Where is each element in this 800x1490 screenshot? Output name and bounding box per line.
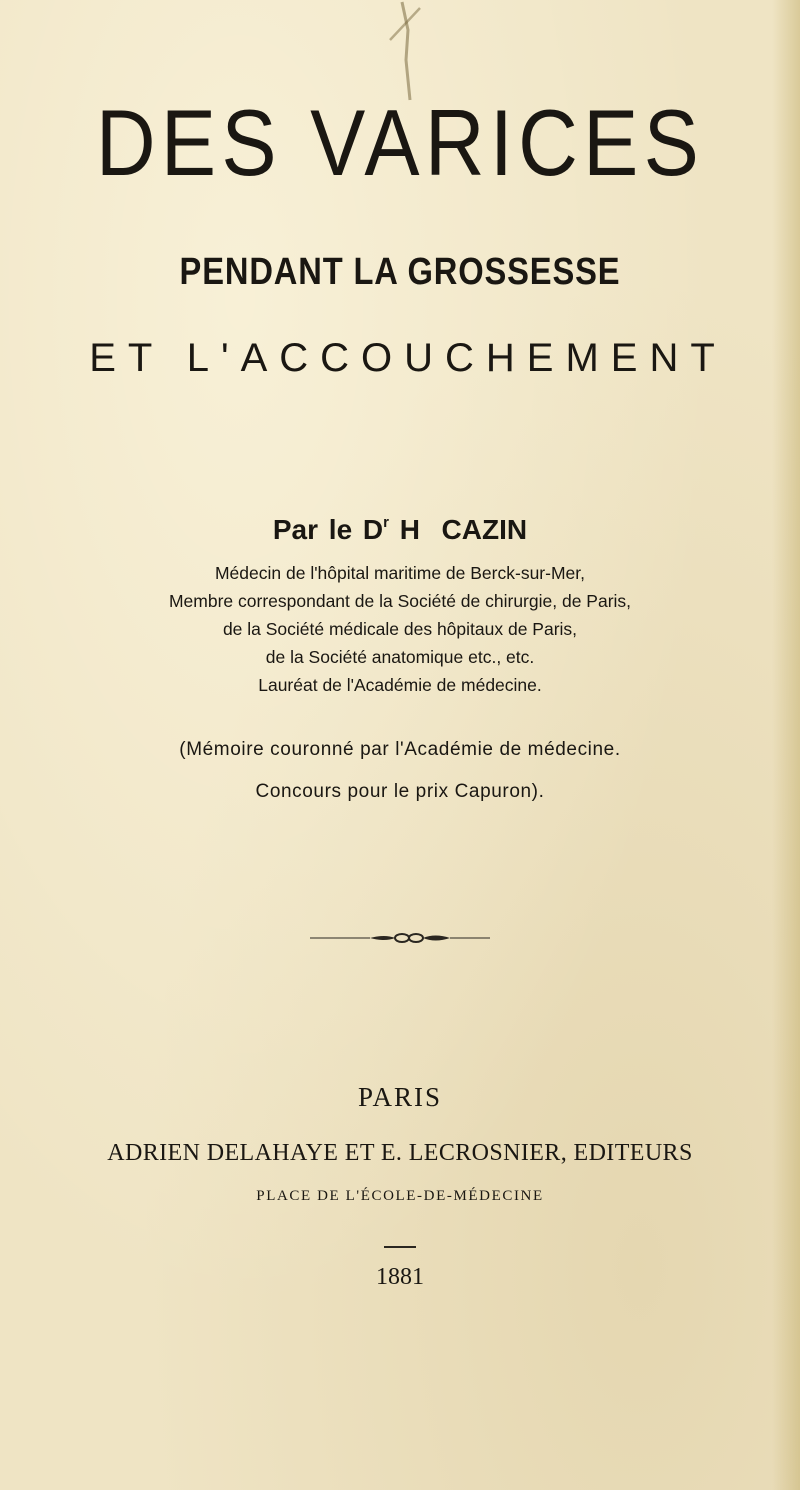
title-line-2: PENDANT LA GROSSESSE — [179, 251, 621, 293]
credential-line-4: de la Société anatomique etc., etc. — [265, 647, 535, 667]
imprint-city: PARIS — [357, 1082, 443, 1112]
imprint-publisher: ADRIEN DELAHAYE ET E. LECROSNIER, EDITEURS — [107, 1140, 693, 1166]
credential-line-2: Membre correspondant de la Société de chirurgie, de Paris, — [168, 591, 632, 611]
divider — [384, 1246, 416, 1248]
author-name: H CAZIN — [399, 514, 528, 545]
title-line-3: ET L'ACCOUCHEMENT — [89, 336, 727, 380]
author-prefix-sup: r — [383, 514, 389, 531]
ornament-rule-icon — [300, 930, 500, 946]
credential-line-1: Médecin de l'hôpital maritime de Berck-sur-Mer, — [214, 563, 585, 583]
credential-line-3: de la Société médicale des hôpitaux de Paris, — [222, 619, 578, 639]
author-prefix: Par le D — [272, 514, 384, 545]
imprint-address: PLACE DE L'ÉCOLE-DE-MÉDECINE — [256, 1188, 544, 1204]
title-line-1: DES VARICES — [95, 90, 705, 195]
imprint-year: 1881 — [376, 1264, 424, 1290]
author-line — [0, 505, 800, 548]
memoire-line-2: Concours pour le prix Capuron). — [255, 781, 545, 802]
credential-line-5: Lauréat de l'Académie de médecine. — [258, 675, 542, 695]
memoire-line-1: (Mémoire couronné par l'Académie de médecine. — [179, 739, 621, 760]
